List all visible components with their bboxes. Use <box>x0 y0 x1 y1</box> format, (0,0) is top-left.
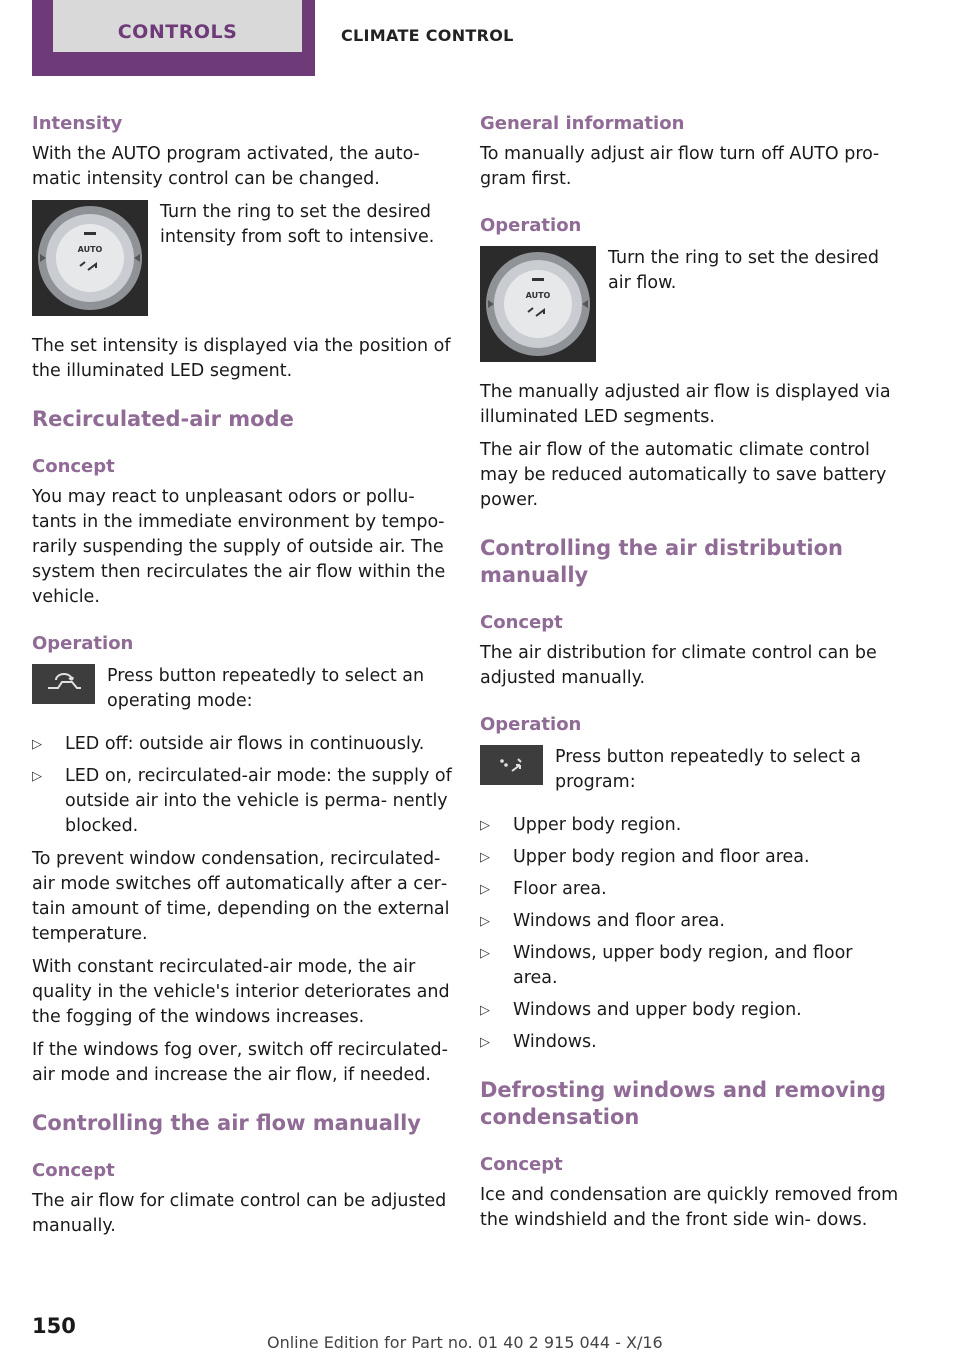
defrost-concept-heading: Concept <box>480 1154 563 1175</box>
climate-knob-icon <box>32 200 148 316</box>
bullet-icon: ▷ <box>480 1003 490 1018</box>
air-distribution-icon <box>480 745 543 785</box>
airflow-operation-heading: Operation <box>480 215 582 236</box>
distribution-concept-heading: Concept <box>480 612 563 633</box>
bullet-icon: ▷ <box>480 914 490 929</box>
list-item: ▷ Upper body region and floor area. <box>480 845 900 870</box>
bullet-icon: ▷ <box>480 1035 490 1050</box>
intensity-figure-text: Turn the ring to set the desired intensity from soft to intensive. <box>160 202 435 247</box>
knob-auto-label: AUTO <box>77 245 103 254</box>
intensity-display-text: The set intensity is displayed via the position of the illuminated LED segment. <box>32 336 451 381</box>
airflow-knob-image <box>480 246 596 362</box>
distribution-heading: Controlling the air distribution manually <box>480 536 843 587</box>
bullet-icon: ▷ <box>480 850 490 865</box>
general-info-heading: General information <box>480 113 685 134</box>
distribution-operation-heading: Operation <box>480 714 582 735</box>
bullet-icon: ▷ <box>32 769 42 784</box>
distribution-button-image <box>480 745 543 785</box>
defrost-concept-text: Ice and condensation are quickly removed from the windshield and the front side win‐ dows. <box>480 1185 899 1230</box>
recirc-concept-text: You may react to unpleasant odors or pollu‐ tants in the immediate environment by tempo‐ rarily suspending the supply of outside air. The system then recirculates the air flow within the vehicle. <box>32 487 446 607</box>
defrost-heading: Defrosting windows and removing condensation <box>480 1078 887 1129</box>
recirc-condensation-text: To prevent window condensation, recirculated- air mode switches off automatically after a cer‐ tain amount of time, depending on the external temperature. <box>32 849 450 944</box>
recirc-concept-heading: Concept <box>32 456 115 477</box>
bullet-icon: ▷ <box>480 818 490 833</box>
bullet-icon: ▷ <box>480 882 490 897</box>
section-tab <box>32 0 315 76</box>
list-item: ▷ LED off: outside air flows in continuously. <box>32 732 452 757</box>
left-column <box>32 112 452 1247</box>
recirc-mode-list <box>32 732 452 839</box>
recirc-figure <box>32 664 452 714</box>
bullet-icon: ▷ <box>480 946 490 961</box>
recirc-quality-text: With constant recirculated-air mode, the air quality in the vehicle's interior deteriorates and the fogging of the windows increases. <box>32 957 450 1027</box>
airflow-battery-text: The air flow of the automatic climate control may be reduced automatically to save battery power. <box>480 440 887 510</box>
recirc-heading: Recirculated-air mode <box>32 407 294 431</box>
recirc-fog-text: If the windows fog over, switch off recirculated- air mode and increase the air flow, if needed. <box>32 1040 448 1085</box>
intensity-figure <box>32 200 452 316</box>
bullet-icon: ▷ <box>32 737 42 752</box>
recirc-operation-heading: Operation <box>32 633 134 654</box>
list-item: ▷ LED on, recirculated-air mode: the supply of outside air into the vehicle is perma‐ nently blocked. <box>32 766 452 836</box>
footer-edition: Online Edition for Part no. 01 40 2 915 044 - X/16 <box>267 1333 663 1352</box>
airflow-led-text: The manually adjusted air flow is displayed via illuminated LED segments. <box>480 382 891 427</box>
recirc-figure-text: Press button repeatedly to select an operating mode: <box>107 666 425 711</box>
airflow-concept-text: The air flow for climate control can be adjusted manually. <box>32 1191 447 1236</box>
recirc-button-image <box>32 664 95 704</box>
intensity-intro: With the AUTO program activated, the auto‐ matic intensity control can be changed. <box>32 144 420 189</box>
climate-knob-image <box>32 200 148 316</box>
airflow-knob-icon <box>480 246 596 362</box>
list-item: ▷ Windows, upper body region, and floor area. <box>480 943 853 988</box>
right-column <box>480 112 900 1241</box>
recirculation-icon <box>32 664 95 704</box>
list-item: ▷ Windows and floor area. <box>480 909 900 934</box>
knob-auto-label: AUTO <box>525 291 551 300</box>
distribution-figure <box>480 745 900 795</box>
chapter-title: CLIMATE CONTROL <box>341 26 514 45</box>
general-info-text: To manually adjust air flow turn off AUTO pro‐ gram first. <box>480 144 880 189</box>
list-item: ▷ Windows. <box>480 1030 900 1055</box>
distribution-program-list <box>480 813 900 1055</box>
distribution-concept-text: The air distribution for climate control can be adjusted manually. <box>480 643 877 688</box>
airflow-figure <box>480 246 900 362</box>
list-item: ▷ Windows and upper body region. <box>480 998 900 1023</box>
airflow-heading: Controlling the air flow manually <box>32 1111 421 1135</box>
section-tab-label: CONTROLS <box>53 0 302 52</box>
distribution-figure-text: Press button repeatedly to select a program: <box>555 747 862 792</box>
list-item: ▷ Floor area. <box>480 877 900 902</box>
airflow-concept-heading: Concept <box>32 1160 115 1181</box>
list-item: ▷ Upper body region. <box>480 813 900 838</box>
intensity-heading: Intensity <box>32 113 123 134</box>
page-number: 150 <box>32 1314 76 1338</box>
airflow-figure-text: Turn the ring to set the desired air flow. <box>608 248 880 293</box>
